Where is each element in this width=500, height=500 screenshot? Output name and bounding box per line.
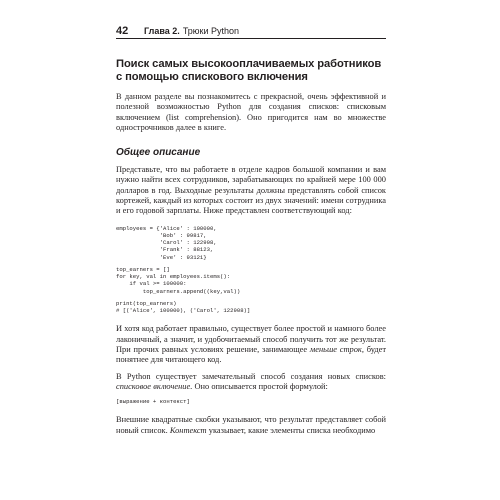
running-header	[116, 22, 386, 37]
paragraph-lc-text-2: . Оно описывается простой формулой:	[190, 381, 328, 391]
subsection-title: Общее описание	[116, 147, 201, 159]
paragraph-brackets-text-1: Внешние квадратные скобки указывают, что результат представляет собой новый список.	[116, 415, 386, 435]
chapter-label: Глава 2.	[144, 26, 180, 36]
chapter-title: Трюки Python	[182, 26, 240, 36]
code-block-loop: top_earners = [] for key, val in employees.items(): if val >= 100000: top_earners.append((key,val))	[116, 265, 241, 295]
paragraph-lc-text-1: В Python существует замечательный способ создания новых списков:	[116, 371, 386, 381]
intro-paragraph: В данном разделе вы познакомитесь с прекрасной, очень эффективной и полезной возможностью Python для создания списков: списковым включением (list comprehension). Оно пригодится нам во множестве однострочников далее в книге.	[116, 92, 386, 132]
paragraph-concise-text-1: И хотя код работает правильно, существует более простой и намного более лаконичный, а значит, и удобочитаемый способ получить тот же результат. При прочих равных условиях решение, занимающее	[116, 324, 386, 355]
paragraph-list-comprehension	[116, 372, 386, 393]
paragraph-concise-text-2: , будет понятнее для читающего код.	[116, 345, 386, 365]
code-block-print: print(top_earners) # [('Alice', 100000), ('Carol', 122908)]	[116, 299, 251, 315]
page-body	[116, 58, 386, 436]
description-paragraph: Представьте, что вы работаете в отделе кадров большой компании и вам нужно найти всех сотрудников, зарабатывающих по крайней мере 100 000 долларов в год. Выходные результаты должны представлять собой список кортежей, каждый из которых состоит из двух значений: имени сотрудника и его годовой зарплаты. Ниже представлен соответствующий код:	[116, 165, 386, 216]
paragraph-brackets-emphasis: Контекст	[169, 425, 207, 435]
header-rule	[116, 38, 386, 39]
paragraph-lc-emphasis: списковое включение	[116, 381, 191, 391]
paragraph-brackets-text-2: указывает, какие элементы списка необходимо	[206, 425, 376, 435]
paragraph-concise	[116, 324, 386, 365]
code-block-employees: employees = {'Alice' : 100000, 'Bob' : 99817, 'Carol' : 122908, 'Frank' : 88123, 'Eve' : 93121}	[116, 224, 217, 261]
paragraph-brackets	[116, 415, 386, 436]
code-formula: [выражение + контекст]	[116, 398, 190, 406]
page-number: 42	[116, 25, 129, 37]
paragraph-concise-emphasis: меньше строк	[309, 345, 362, 355]
section-title: Поиск самых высокооплачиваемых работников с помощью спискового включения	[116, 58, 382, 83]
